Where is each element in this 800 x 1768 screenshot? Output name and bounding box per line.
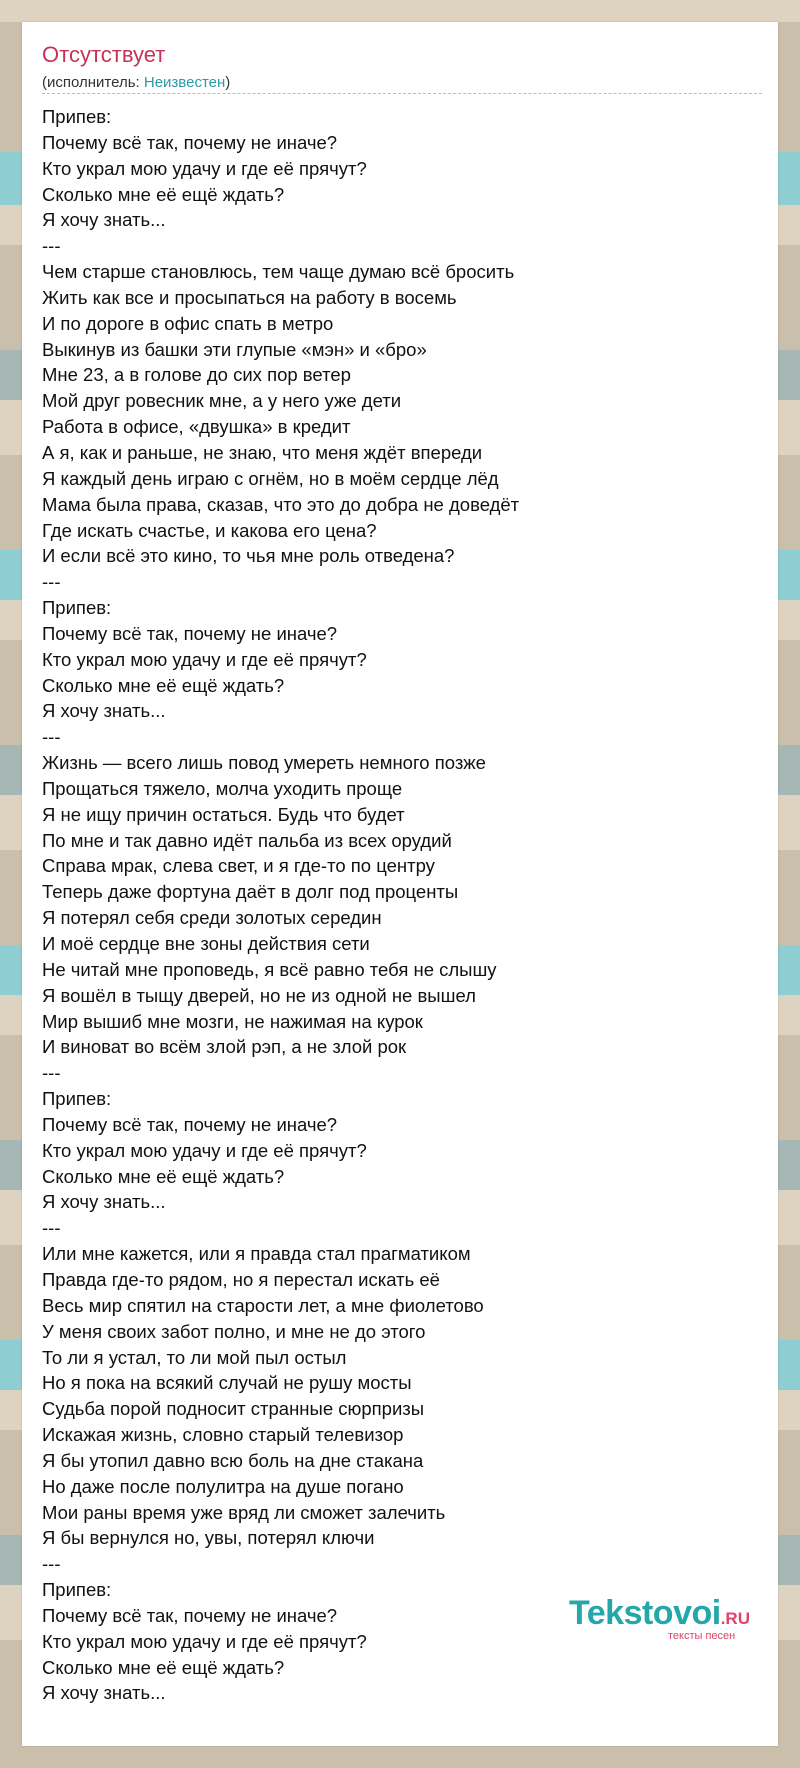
lyrics-card (22, 22, 778, 1746)
lyrics-line: Правда где-то рядом, но я перестал искать её (42, 1268, 440, 1290)
lyrics-line: Я хочу знать... (42, 1682, 166, 1704)
lyrics-line: По мне и так давно идёт пальба из всех орудий (42, 829, 452, 851)
lyrics-line: Я хочу знать... (42, 700, 166, 722)
lyrics-line: Жить как все и просыпаться на работу в восемь (42, 286, 457, 308)
song-title: Отсутствует (42, 42, 166, 67)
background-stripe (0, 0, 800, 22)
lyrics-line: Я каждый день играю с огнём, но в моём сердце лёд (42, 467, 499, 489)
artist-prefix: (исполнитель: (42, 74, 144, 91)
lyrics-line: Почему всё так, почему не иначе? (42, 1113, 338, 1135)
logo-name: Tekstovoi (569, 1594, 721, 1632)
site-logo[interactable] (569, 1596, 750, 1630)
lyrics-line: Кто украл мою удачу и где её прячут? (42, 1630, 367, 1652)
lyrics-line: Теперь даже фортуна даёт в долг под проценты (42, 881, 459, 903)
lyrics-separator: --- (42, 1553, 61, 1575)
lyrics-line: Кто украл мою удачу и где её прячут? (42, 157, 367, 179)
lyrics-line: Но я пока на всякий случай не рушу мосты (42, 1372, 412, 1394)
lyrics-text (42, 104, 762, 1706)
lyrics-line: Не читай мне проповедь, я всё равно тебя не слышу (42, 958, 497, 980)
lyrics-line: Выкинув из башки эти глупые «мэн» и «бро» (42, 338, 427, 360)
lyrics-line: Я потерял себя среди золотых середин (42, 907, 382, 929)
lyrics-line: Почему всё так, почему не иначе? (42, 1604, 338, 1626)
lyrics-line: Сколько мне её ещё ждать? (42, 1165, 285, 1187)
lyrics-line: Припев: (42, 1088, 112, 1110)
lyrics-line: Почему всё так, почему не иначе? (42, 622, 338, 644)
artist-line (42, 75, 230, 90)
lyrics-line: Мои раны время уже вряд ли сможет залечить (42, 1501, 446, 1523)
lyrics-line: Припев: (42, 597, 112, 619)
lyrics-separator: --- (42, 571, 61, 593)
lyrics-line: А я, как и раньше, не знаю, что меня ждёт впереди (42, 441, 483, 463)
lyrics-line: Где искать счастье, и какова его цена? (42, 519, 377, 541)
lyrics-line: Справа мрак, слева свет, и я где-то по центру (42, 855, 435, 877)
lyrics-separator: --- (42, 1062, 61, 1084)
lyrics-line: И моё сердце вне зоны действия сети (42, 933, 370, 954)
lyrics-line: Кто украл мою удачу и где её прячут? (42, 1139, 367, 1161)
lyrics-line: Судьба порой подносит странные сюрпризы (42, 1398, 425, 1420)
lyrics-line: Жизнь — всего лишь повод умереть немного позже (42, 752, 486, 774)
lyrics-line: Работа в офисе, «двушка» в кредит (42, 416, 351, 438)
lyrics-line: Я хочу знать... (42, 209, 166, 231)
lyrics-separator: --- (42, 1217, 61, 1239)
lyrics-line: Почему всё так, почему не иначе? (42, 131, 338, 153)
lyrics-line: Мама была права, сказав, что это до добра не доведёт (42, 493, 520, 515)
lyrics-line: Прощаться тяжело, молча уходить проще (42, 777, 403, 799)
artist-suffix: ) (225, 74, 231, 91)
lyrics-line: Или мне кажется, или я правда стал прагматиком (42, 1243, 471, 1265)
logo-tagline: тексты песен (668, 1630, 736, 1642)
lyrics-line: Я бы утопил давно всю боль на дне стакана (42, 1449, 424, 1471)
logo-tld: .RU (720, 1609, 750, 1628)
artist-link[interactable]: Неизвестен (143, 74, 226, 91)
lyrics-line: Чем старше становлюсь, тем чаще думаю всё бросить (42, 261, 515, 283)
lyrics-line: Припев: (42, 106, 112, 127)
lyrics-line: У меня своих забот полно, и мне не до этого (42, 1320, 426, 1342)
lyrics-separator: --- (42, 726, 61, 748)
lyrics-line: Мир вышиб мне мозги, не нажимая на курок (42, 1010, 423, 1032)
lyrics-line: Весь мир спятил на старости лет, а мне фиолетово (42, 1294, 484, 1316)
lyrics-line: Искажая жизнь, словно старый телевизор (42, 1424, 404, 1446)
lyrics-line: Сколько мне её ещё ждать? (42, 674, 285, 696)
lyrics-line: Но даже после полулитра на душе погано (42, 1475, 404, 1497)
lyrics-line: Кто украл мою удачу и где её прячут? (42, 648, 367, 670)
lyrics-line: Я хочу знать... (42, 1191, 166, 1213)
lyrics-line: Мой друг ровесник мне, а у него уже дети (42, 390, 402, 412)
lyrics-line: Припев: (42, 1579, 112, 1601)
header-divider (42, 93, 762, 94)
lyrics-separator: --- (42, 235, 61, 257)
lyrics-line: Сколько мне её ещё ждать? (42, 183, 285, 205)
lyrics-line: Сколько мне её ещё ждать? (42, 1656, 285, 1678)
lyrics-line: То ли я устал, то ли мой пыл остыл (42, 1346, 347, 1368)
lyrics-line: И виноват во всём злой рэп, а не злой рок (42, 1036, 407, 1058)
lyrics-line: Я не ищу причин остаться. Будь что будет (42, 803, 405, 825)
lyrics-line: И по дороге в офис спать в метро (42, 312, 334, 334)
lyrics-line: Я бы вернулся но, увы, потерял ключи (42, 1527, 375, 1549)
lyrics-line: Я вошёл в тыщу дверей, но не из одной не вышел (42, 984, 476, 1006)
lyrics-line: Мне 23, а в голове до сих пор ветер (42, 364, 351, 386)
lyrics-line: И если всё это кино, то чья мне роль отведена? (42, 545, 455, 567)
